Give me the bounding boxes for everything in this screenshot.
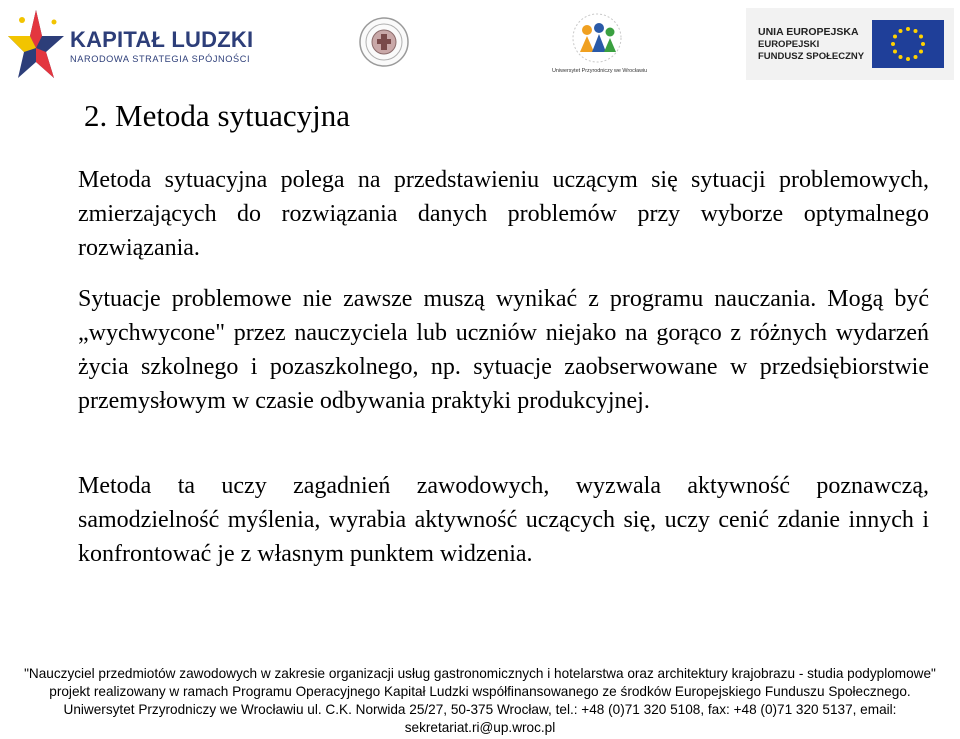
kapital-ludzki-subtitle: NARODOWA STRATEGIA SPÓJNOŚCI [70, 54, 251, 64]
slide-title: 2. Metoda sytuacyjna [84, 98, 351, 133]
eu-logo [746, 8, 954, 80]
footer-email: sekretariat.ri@up.wroc.pl [404, 720, 556, 735]
footer-line-1: "Nauczyciel przedmiotów zawodowych w zakresie organizacji usług gastronomicznych i hotelarstwa oraz architektury krajobrazu - studia podyplomowe" [24, 666, 936, 681]
paragraph-3: Metoda ta uczy zagadnień zawodowych, wyzwala aktywność poznawczą, samodzielność myślenia, wyrabia aktywność uczących się, uczy cenić zdanie innych i konfrontować je z własnym punktem widzenia. [78, 473, 929, 567]
university-seal-icon [358, 16, 410, 68]
university-project-caption: Uniwersytet Przyrodniczy we Wrocławiu [552, 68, 648, 74]
kapital-ludzki-title: KAPITAŁ LUDZKI [70, 27, 254, 52]
paragraph-1: Metoda sytuacyjna polega na przedstawieniu uczącym się sytuacji problemowych, zmierzających do rozwiązania danych problemów przy wyborze optymalnego rozwiązania. [78, 167, 929, 261]
eu-logo-line2: EUROPEJSKI [758, 39, 820, 50]
paragraph-2: Sytuacje problemowe nie zawsze muszą wynikać z programu nauczania. Mogą być „wychwycone" przez nauczyciela lub uczniów niejako na gorąco z różnych wydarzeń życia szkolnego i pozaszkolnego, np. sytuacje zaobserwowane w przedsiębiorstwie przemysłowym w czasie odbywania praktyki produkcyjnej. [78, 286, 929, 414]
kapital-ludzki-logo [6, 8, 256, 80]
kapital-ludzki-emblem-icon [6, 8, 66, 80]
eu-logo-line1: UNIA EUROPEJSKA [758, 26, 859, 38]
university-project-logo [552, 8, 648, 82]
footer-line-2: projekt realizowany w ramach Programu Operacyjnego Kapitał Ludzki współfinansowanego ze środków Europejskiego Funduszu Społecznego. [49, 684, 911, 699]
footer-line-3: Uniwersytet Przyrodniczy we Wrocławiu ul. C.K. Norwida 25/27, 50-375 Wrocław, tel.: +48 (0)71 320 5108, fax: +48 (0)71 320 5137, email: [63, 702, 897, 717]
eu-logo-line3: FUNDUSZ SPOŁECZNY [758, 51, 865, 62]
eu-flag-icon [872, 20, 944, 68]
footer [0, 665, 960, 737]
people-circle-icon [552, 8, 642, 68]
